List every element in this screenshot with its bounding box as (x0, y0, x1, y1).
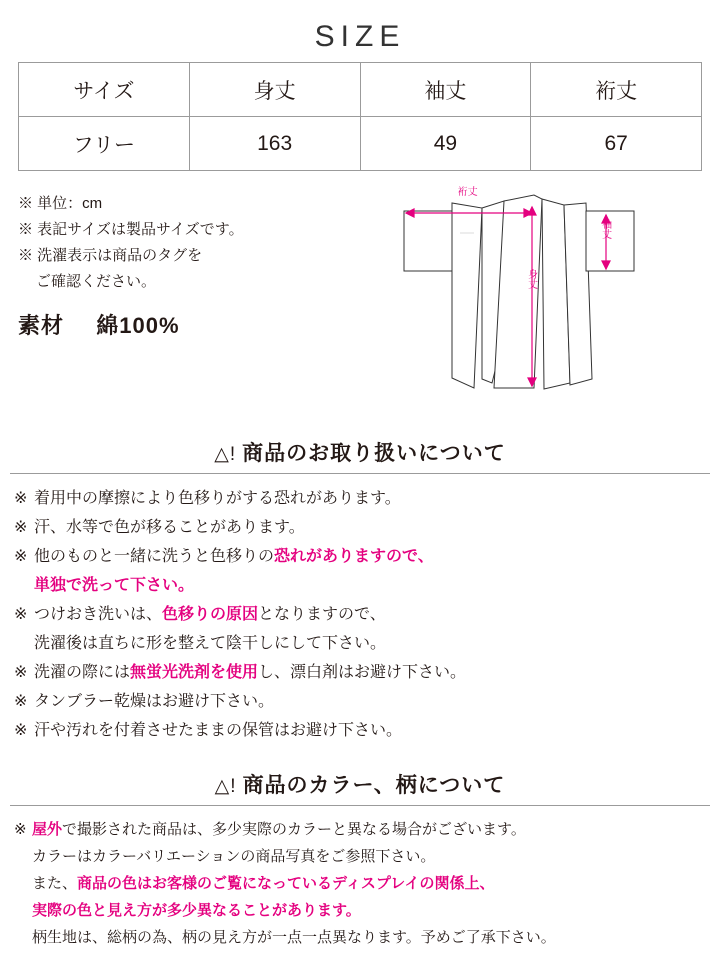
care-item (14, 484, 706, 513)
note-line: ※ 単位：cm (18, 195, 103, 212)
care-heading-text: 商品のお取り扱いについて (242, 442, 506, 465)
care-subline: 洗濯後は直ちに形を整えて陰干しにして下さい。 (34, 635, 387, 652)
size-notes (18, 183, 374, 413)
kimono-outline-svg (374, 183, 714, 413)
care-text: つけおき洗いは、 (34, 606, 163, 623)
color-item (14, 924, 706, 951)
bullet-mark: ※ (14, 664, 28, 681)
care-text: し、漂白剤はお避け下さい。 (258, 664, 467, 681)
care-text-emphasis: 単独 (34, 577, 67, 594)
care-item (14, 716, 706, 745)
care-text-emphasis: で洗って下さい。 (66, 577, 195, 594)
note-text: ご確認ください。 (36, 273, 157, 290)
care-item (14, 687, 706, 716)
table-cell: 163 (189, 117, 360, 171)
care-text-emphasis: 色移りの原因 (162, 606, 259, 623)
table-header-cell: サイズ (19, 63, 190, 117)
care-text: 洗濯の際には (34, 664, 131, 681)
color-section-heading (0, 769, 720, 799)
bullet-mark: ※ (14, 519, 28, 536)
mitake-dimension-label: 身丈 (525, 269, 537, 289)
color-subline: カラーはカラーバリエーションの商品写真をご参照下さい。 (32, 848, 436, 865)
page-title: SIZE (314, 20, 406, 53)
care-text: タンブラー乾燥はお避け下さい。 (34, 693, 275, 710)
care-text-emphasis: 無蛍光洗剤を使用 (130, 664, 259, 681)
care-item (14, 542, 706, 600)
care-text: となりますので、 (258, 606, 386, 623)
bullet-mark: ※ (14, 821, 27, 838)
color-text: で撮影された商品は、多少実際のカラーと異なる場合がございます。 (62, 821, 526, 838)
material-value: 綿100% (96, 313, 180, 338)
bullet-mark: ※ (14, 548, 28, 565)
table-row (19, 117, 702, 171)
note-line-continuation (18, 269, 374, 295)
care-item (14, 600, 706, 658)
table-cell: 49 (360, 117, 531, 171)
care-item (14, 658, 706, 687)
table-header-cell: 裄丈 (531, 63, 702, 117)
care-item (14, 513, 706, 542)
color-text: 柄生地は、総柄の為、柄の見え方が一点一点異なります。予めご了承下さい。 (32, 929, 556, 946)
color-text-emphasis: 屋外 (32, 821, 63, 838)
garment-measurement-diagram (374, 183, 702, 413)
table-header-row (19, 63, 702, 117)
yuki-dimension-label: 裄丈 (457, 187, 478, 198)
note-line: ※ 表記サイズは製品サイズです。 (18, 221, 244, 238)
color-subline: 実際の色と見え方が多少異なることがあります。 (32, 902, 361, 919)
care-text-emphasis: 恐れがありますので、 (274, 548, 434, 565)
sode-dimension-label: 袖丈 (599, 219, 611, 239)
bullet-mark: ※ (14, 606, 28, 623)
material-info (18, 309, 374, 340)
notes-and-diagram-row (0, 171, 720, 413)
bullet-mark: ※ (14, 490, 28, 507)
table-header-cell: 身丈 (189, 63, 360, 117)
warning-triangle-icon: △! (214, 444, 237, 465)
table-cell: 67 (531, 117, 702, 171)
care-text: 汗、水等で色が移ることがあります。 (34, 519, 305, 536)
note-line: ※ 洗濯表示は商品のタグを (18, 247, 203, 264)
bullet-mark: ※ (14, 693, 28, 710)
care-subline (14, 571, 706, 600)
care-instructions-list (0, 474, 720, 745)
care-text: 他のものと一緒に洗うと色移りの (34, 548, 275, 565)
table-cell: フリー (19, 117, 190, 171)
color-item (14, 816, 706, 870)
care-text: 着用中の摩擦により色移りがする恐れがあります。 (34, 490, 401, 507)
size-table-container (0, 62, 720, 171)
care-text: 汗や汚れを付着させたままの保管はお避け下さい。 (34, 722, 403, 739)
color-notes-list (0, 806, 720, 951)
color-item (14, 870, 706, 924)
color-text: また、 (32, 875, 78, 892)
material-label: 素材 (18, 313, 65, 338)
color-heading-text: 商品のカラー、柄について (242, 774, 506, 797)
care-section-heading (0, 437, 720, 467)
color-text-emphasis: 商品の色はお客様のご覧になっているディスプレイの関係上、 (77, 875, 495, 892)
size-table (18, 62, 702, 171)
table-header-cell: 袖丈 (360, 63, 531, 117)
warning-triangle-icon: △! (214, 776, 237, 797)
bullet-mark: ※ (14, 722, 28, 739)
